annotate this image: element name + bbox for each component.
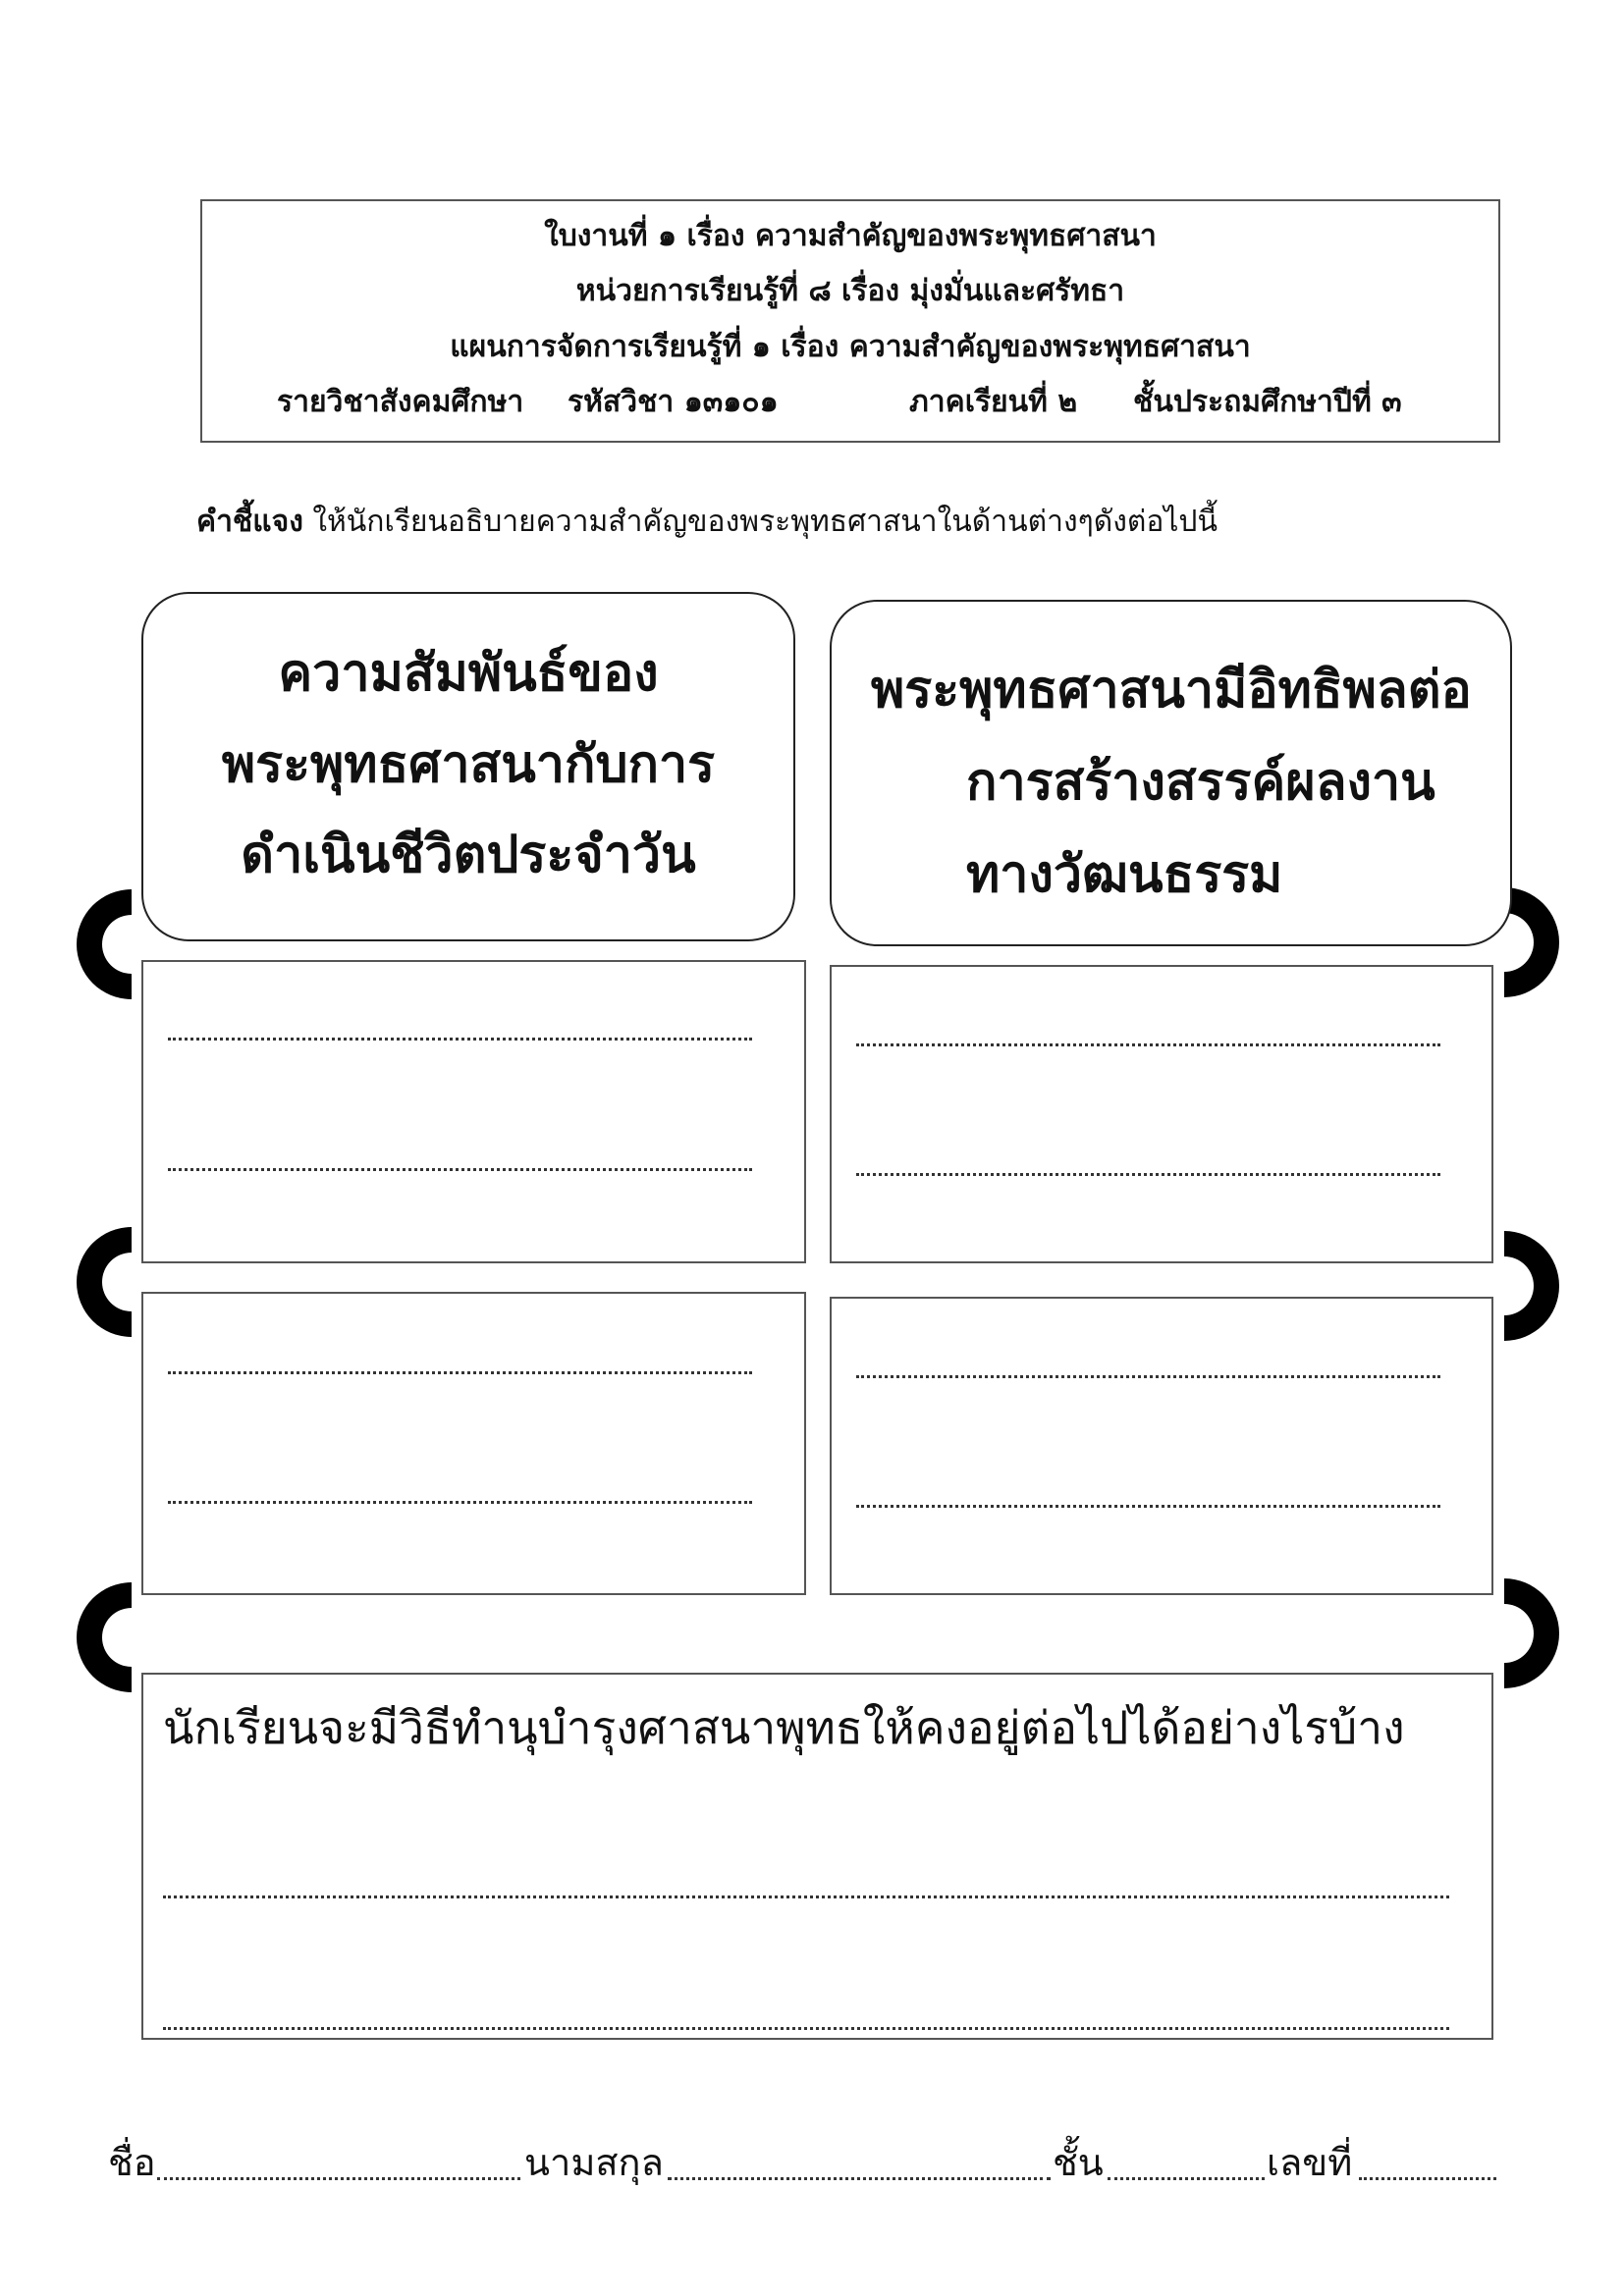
surname-label: นามสกุล [524,2141,664,2184]
number-field[interactable] [1359,2177,1496,2180]
grade-level: ชั้นประถมศึกษาปีที่ ๓ [1133,385,1402,419]
surname-field[interactable] [668,2177,1051,2180]
binder-ring-icon [1504,1231,1559,1341]
learning-unit: หน่วยการเรียนรู้ที่ ๘ เรื่อง มุ่งมั่นและศรัทธา [575,274,1125,308]
worksheet-title: ใบงานที่ ๑ เรื่อง ความสำคัญของพระพุทธศาสนา [544,219,1157,253]
student-info-footer [108,2138,1522,2187]
subject-name: รายวิชาสังคมศึกษา [277,385,524,419]
question-text: นักเรียนจะมีวิธีทำนุบำรุงศาสนาพุทธให้คงอยู่ต่อไปได้อย่างไรบ้าง [163,1701,1405,1754]
topic-card-line: ดำเนินชีวิตประจำวัน [241,826,696,884]
answer-line[interactable] [163,2027,1449,2030]
answer-line[interactable] [168,1168,752,1171]
answer-box-right-1[interactable] [830,965,1493,1263]
answer-line[interactable] [856,1173,1440,1176]
question-box [141,1673,1493,2040]
instructions [196,503,1218,542]
answer-line[interactable] [856,1375,1440,1378]
answer-box-right-2[interactable] [830,1297,1493,1595]
topic-card-culture [830,600,1512,946]
lesson-plan: แผนการจัดการเรียนรู้ที่ ๑ เรื่อง ความสำคัญของพระพุทธศาสนา [450,330,1251,364]
header-box [200,199,1500,443]
answer-box-left-1[interactable] [141,960,806,1263]
answer-line[interactable] [856,1505,1440,1508]
topic-card-line: พระพุทธศาสนากับการ [221,735,716,794]
topic-card-daily-life [141,592,795,941]
binder-ring-icon [1504,887,1559,997]
binder-ring-icon [77,1582,132,1692]
instructions-label: คำชี้แจง [196,505,303,539]
instructions-text: ให้นักเรียนอธิบายความสำคัญของพระพุทธศาสนาในด้านต่างๆดังต่อไปนี้ [302,505,1218,539]
binder-ring-icon [1504,1578,1559,1688]
topic-card-line: ทางวัฒนธรรม [966,845,1283,904]
topic-card-line: การสร้างสรรค์ผลงาน [966,753,1435,812]
class-field[interactable] [1108,2177,1265,2180]
class-label: ชั้น [1053,2141,1104,2184]
subject-code: รหัสวิชา ๑๓๑๐๑ [568,385,779,419]
answer-line[interactable] [168,1501,752,1504]
answer-line[interactable] [168,1038,752,1041]
number-label: เลขที่ [1267,2141,1353,2184]
answer-line[interactable] [163,1896,1449,1898]
topic-card-line: พระพุทธศาสนามีอิทธิพลต่อ [871,661,1472,720]
answer-box-left-2[interactable] [141,1292,806,1595]
binder-ring-icon [77,889,132,999]
name-label: ชื่อ [108,2141,156,2184]
name-field[interactable] [157,2177,520,2180]
binder-ring-icon [77,1227,132,1337]
semester: ภาคเรียนที่ ๒ [909,385,1078,419]
answer-line[interactable] [856,1043,1440,1046]
topic-card-line: ความสัมพันธ์ของ [278,644,659,703]
answer-line[interactable] [168,1371,752,1374]
